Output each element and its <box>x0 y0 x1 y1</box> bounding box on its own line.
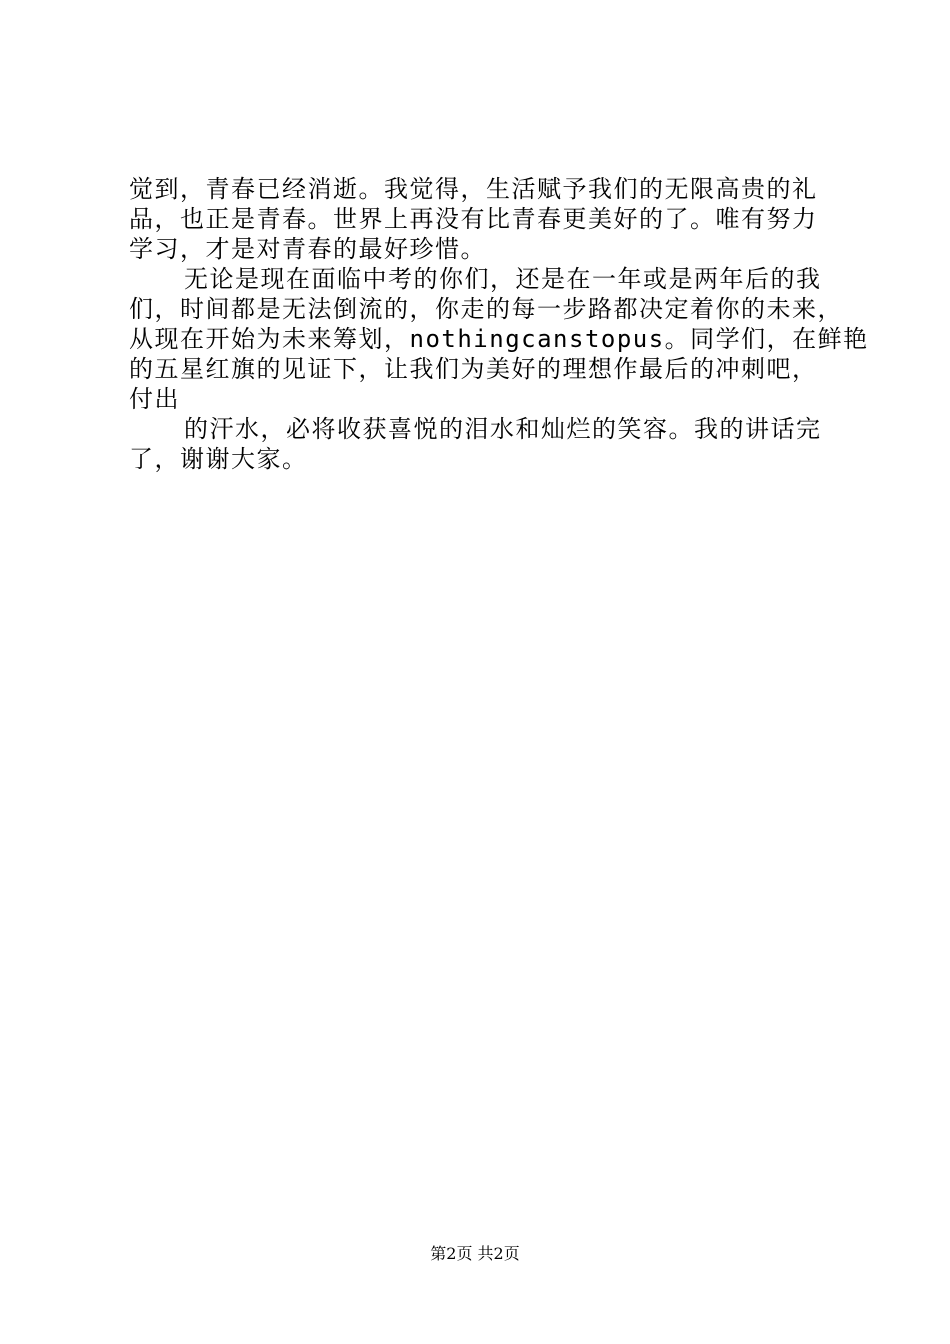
text-line: 了，谢谢大家。 <box>129 445 308 473</box>
text-line: 的五星红旗的见证下，让我们为美好的理想作最后的冲刺吧， <box>129 355 818 383</box>
text-line: 觉到，青春已经消逝。我觉得，生活赋予我们的无限高贵的礼 <box>129 175 818 203</box>
text-line-paragraph-start: 的汗水，必将收获喜悦的泪水和灿烂的笑容。我的讲话完 <box>184 415 822 443</box>
text-line: 从现在开始为未来筹划，nothingcanstopus。同学们，在鲜艳 <box>129 325 869 353</box>
text-line: 们，时间都是无法倒流的，你走的每一步路都决定着你的未来， <box>129 295 843 323</box>
speech-body <box>129 174 869 474</box>
text-line-paragraph-start: 无论是现在面临中考的你们，还是在一年或是两年后的我 <box>184 265 822 293</box>
text-line: 学习，才是对青春的最好珍惜。 <box>129 235 486 263</box>
page-number-footer: 第2页 共2页 <box>430 1244 520 1263</box>
text-line: 付出 <box>129 385 180 413</box>
text-line: 品，也正是青春。世界上再没有比青春更美好的了。唯有努力 <box>129 205 818 233</box>
